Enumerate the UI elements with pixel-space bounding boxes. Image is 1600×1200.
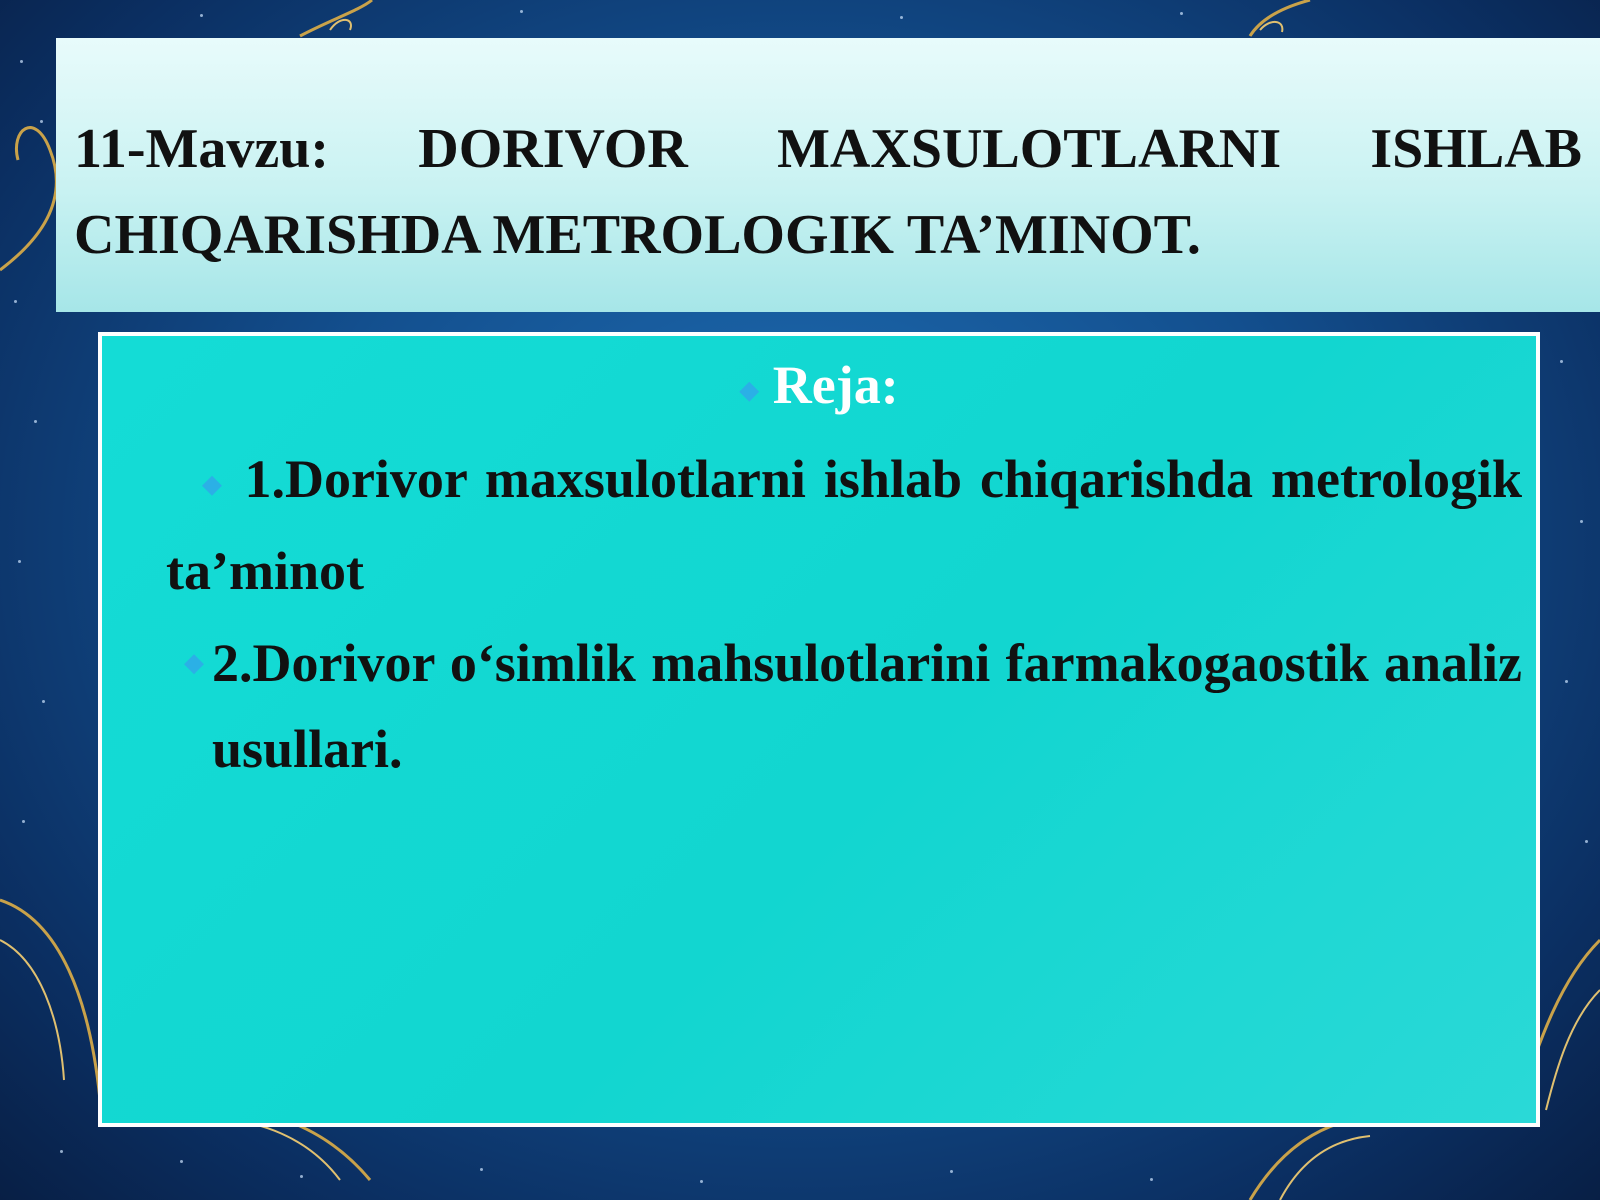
plan-item-1: [166, 436, 1522, 614]
diamond-bullet-icon: ◆: [184, 648, 204, 677]
plan-item-1-text: 1.Dorivor maxsulotlarni ishlab chiqarishda metrologik ta’minot: [166, 449, 1522, 601]
slide-title: 11-Mavzu: DORIVOR MAXSULOTLARNI ISHLAB CHIQARISHDA METROLOGIK TA’MINOT.: [74, 118, 1582, 266]
plan-content-box: [98, 332, 1540, 1127]
diamond-bullet-icon: ◆: [202, 469, 227, 499]
plan-item-2: [184, 620, 1522, 792]
title-box: [56, 38, 1600, 312]
plan-heading: Reja:: [772, 355, 899, 415]
diamond-bullet-icon: ◆: [739, 375, 760, 405]
plan-heading-row: [102, 350, 1536, 426]
plan-item-2-text: 2.Dorivor o‘simlik mahsulotlarini farmakogaostik analiz usullari.: [212, 633, 1522, 779]
